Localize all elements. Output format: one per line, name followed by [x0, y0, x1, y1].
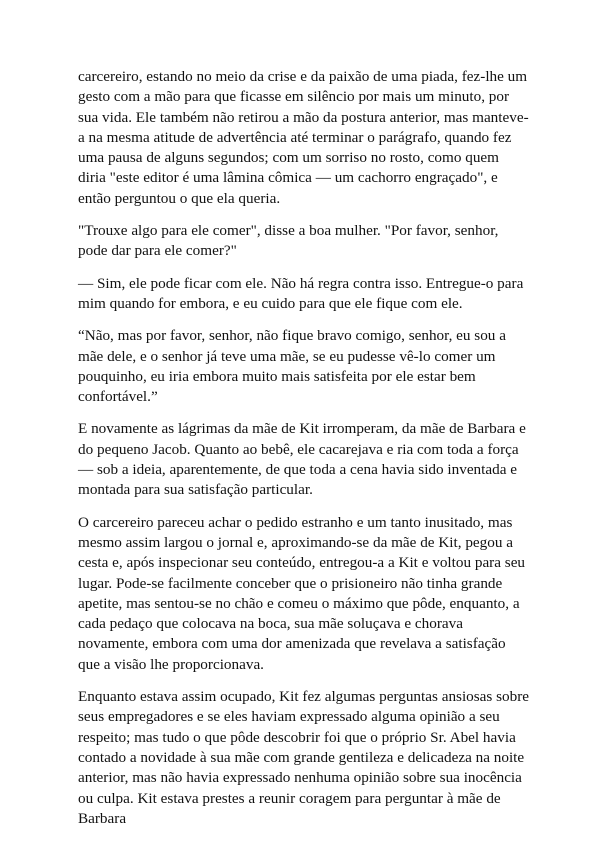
- paragraph: — Sim, ele pode ficar com ele. Não há regra contra isso. Entregue-o para mim quando for embora, e eu cuido para que ele fique com ele.: [78, 274, 524, 312]
- paragraph: carcereiro, estando no meio da crise e da paixão de uma piada, fez-lhe um gesto com a mão para que ficasse em silêncio por mais um minuto, por sua vida. Ele também não retirou a mão da postura anterior, mas manteve-a na mesma atitude de advertência até terminar o parágrafo, quando fez uma pausa de alguns segundos; com um sorriso no rosto, como quem diria "este editor é uma lâmina cômica — um cachorro engraçado", e então perguntou o que ela queria.: [78, 68, 529, 207]
- paragraph: E novamente as lágrimas da mãe de Kit irromperam, da mãe de Barbara e do pequeno Jacob. Quanto ao bebê, ele cacarejava e ria com toda a força — sob a ideia, aparentemente, de que toda a cena havia sido inventada e montada para sua satisfação particular.: [78, 420, 526, 499]
- paragraph: “Não, mas por favor, senhor, não fique bravo comigo, senhor, eu sou a mãe dele, e o senhor já teve uma mãe, se eu pudesse vê-lo comer um pouquinho, eu iria embora muito mais satisfeita por ele estar bem confortável.”: [78, 327, 506, 406]
- document-page: [78, 67, 530, 841]
- paragraph: Enquanto estava assim ocupado, Kit fez algumas perguntas ansiosas sobre seus empregadores e se eles haviam expressado alguma opinião a seu respeito; mas tudo o que pôde descobrir foi que o próprio Sr. Abel havia contado a novidade à sua mãe com grande gentileza e delicadeza na noite anterior, mas não havia expressado nenhuma opinião sobre sua inocência ou culpa. Kit estava prestes a reunir coragem para perguntar à mãe de Barbara: [78, 688, 530, 827]
- paragraph: "Trouxe algo para ele comer", disse a boa mulher. "Por favor, senhor, pode dar para ele comer?": [78, 222, 499, 260]
- paragraph: O carcereiro pareceu achar o pedido estranho e um tanto inusitado, mas mesmo assim largou o jornal e, aproximando-se da mãe de Kit, pegou a cesta e, após inspecionar seu conteúdo, entregou-a a Kit e voltou para seu lugar. Pode-se facilmente conceber que o prisioneiro não tinha grande apetite, mas sentou-se no chão e comeu o máximo que pôde, enquanto, a cada pedaço que colocava na boca, sua mãe soluçava e chorava novamente, embora com uma dor amenizada que revelava a satisfação que a visão lhe proporcionava.: [78, 513, 526, 673]
